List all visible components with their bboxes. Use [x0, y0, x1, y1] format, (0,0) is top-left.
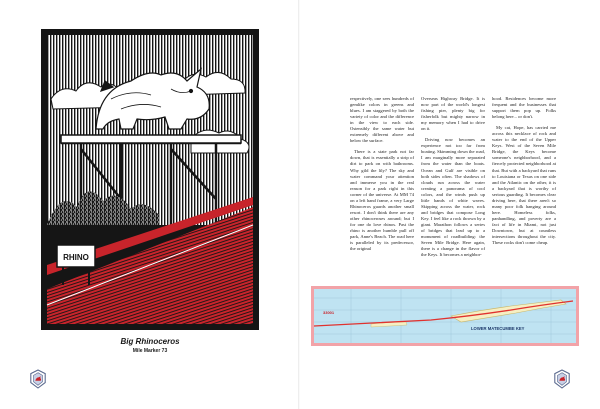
paragraph: respectively, one sees hundreds of gemlike colors in greens and blues. I am staggered by both the variety of color and the difference in the view to each side. Ostensibly the same water but extremely different above and below the surface. [350, 96, 414, 144]
rhinoceros-artwork [41, 29, 259, 330]
text-column-1 [350, 96, 414, 257]
map-water [314, 289, 576, 343]
svg-text:RHINO: RHINO [63, 253, 89, 262]
sky [47, 35, 253, 225]
rhino-seal-icon [29, 369, 47, 389]
paragraph: Driving now becomes an experience not too far from boating. Skimming down the road, I am marginally more separated from the water than the boats. Ocean and Gulf are visible on both sides often. The shadows of clouds run across the water creating a panorama of cool colors, and the winds push up little bands of white waves. Skipping across the water, rock and bridges that compose Long Key. I feel like a rock thrown by a giant. Marathon follows a series of bridges that lead up to a monument of roadbuilding: the Seven Mile Bridge. Here again, there is a change in the flavor of the Keys. It becomes a neighbor- [421, 137, 485, 258]
keys-road-map [311, 286, 579, 346]
text-column-3 [492, 96, 556, 251]
map-label-key: LOWER MATECUMBE KEY [471, 326, 525, 331]
artwork-title: Big Rhinoceros [120, 337, 180, 346]
paragraph: hood. Residences become more frequent and the businesses that support them pop up. Folks belong here... or don't. [492, 96, 556, 120]
paragraph: There is a state park not far down, that is essentially a strip of dirt to park on with bathrooms. Why gild the lily? The sky and water command your attention and immerse you in the real reason for a park right in this corner of the universe. At MM 74 on a left hand frame, a very Large Rhinoceros guards another small resort. I don't think there are any other rhinoceroses around; but I for one do love rhinos. Past the rhino is another humble pull off park, Anne's Beach. The road here is paralleled by its predecessor, the original [350, 149, 414, 252]
paragraph: Overseas Highway Bridge. It is now part of the world's longest fishing pier, plenty big for fisherfolk but mighty narrow in my memory when I had to drive on it. [421, 96, 485, 132]
artwork-subtitle: Mile Marker 73 [132, 348, 168, 354]
rhino-seal-icon [553, 369, 571, 389]
text-column-2 [421, 96, 485, 263]
right-page [300, 0, 600, 409]
map-label-zip: 33001 [323, 310, 335, 315]
paragraph: My cat, Hope, has carried me across this necklace of rock and water to the end of the Upper Keys. West of the Seven Mile Bridge, the Keys become someone's neighborhood, and a fiercely protected neighborhood at that. But with a backyard that runs to Louisiana or Texas on one side and the Atlantic on the other, it is a backyard that is worthy of serious guarding. It becomes clear driving here, that there aren't so many poor folk hanging around here. Homeless folks, panhandling, and poverty are a fact of life in Miami, not just Downtown, but at countless intersections throughout the city. These rocks don't come cheap. [492, 125, 556, 246]
